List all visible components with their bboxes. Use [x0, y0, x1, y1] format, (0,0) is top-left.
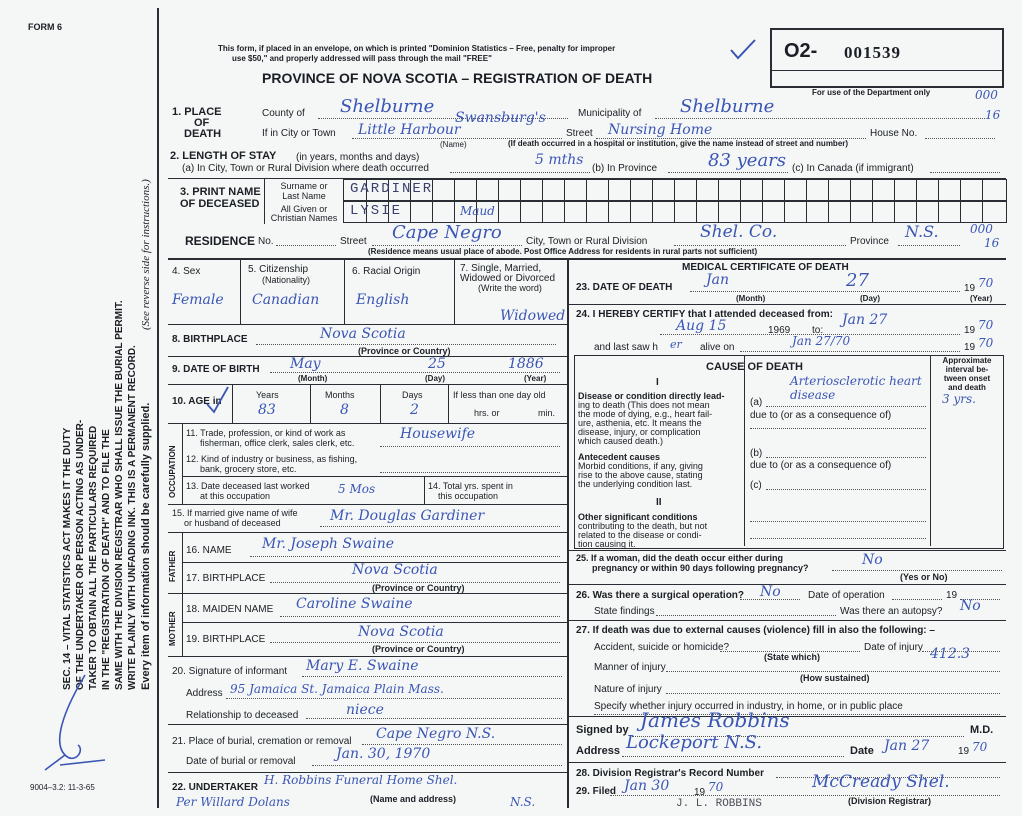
grid-cell-divider — [608, 180, 609, 200]
signed-by-label: Signed by — [576, 724, 629, 736]
interval-heading-2: interval be- — [945, 365, 989, 374]
city-value: Little Harbour — [358, 122, 461, 138]
undertaker-label: 22. UNDERTAKER — [172, 782, 258, 793]
pregnancy-label-1: 25. If a woman, did the death occur either during — [576, 553, 784, 563]
grid-cell-divider — [982, 180, 983, 200]
grid-cell-divider — [762, 180, 763, 200]
sign-date-year: 70 — [972, 740, 988, 754]
envelope-note-2: use $50," and properly addressed will pass through the mail "FREE" — [232, 54, 492, 63]
mother-maiden-label: 18. MAIDEN NAME — [186, 604, 274, 615]
residence-note: (Residence means usual place of abode. Post Office Address for residents in rural parts not sufficient) — [368, 247, 758, 256]
reverse-note: (See reverse side for instructions.) — [140, 179, 152, 330]
informant-label: 20. Signature of informant — [172, 666, 288, 677]
stay-b-value: 83 years — [708, 150, 787, 171]
medical-heading: MEDICAL CERTIFICATE OF DEATH — [682, 262, 849, 273]
grid-cell-divider — [586, 202, 587, 222]
grid-cell-divider — [454, 202, 455, 222]
birthplace-caption: (Province or Country) — [358, 346, 451, 356]
residence-street-value: Cape Negro — [392, 222, 502, 243]
age-min-label: min. — [538, 408, 556, 418]
death-date-label: 23. DATE OF DEATH — [576, 282, 673, 293]
name-label-1: 3. PRINT NAME — [180, 186, 261, 198]
residence-label: RESIDENCE — [185, 234, 256, 248]
residence-province-value: N.S. — [905, 222, 939, 241]
certify-from: Aug 15 — [676, 318, 727, 334]
grid-cell-divider — [718, 202, 719, 222]
registrar-value: McCready Shel. — [812, 772, 950, 792]
cause-a-value: Arteriosclerotic heart disease — [790, 374, 922, 402]
injury-date-label: Date of injury — [864, 642, 923, 653]
surgery-label: 26. Was there a surgical operation? — [576, 590, 745, 601]
last-seen-year: 70 — [978, 336, 994, 350]
grid-cell-divider — [850, 180, 851, 200]
surname-label-1: Surname or — [280, 181, 328, 191]
grid-cell-divider — [498, 180, 499, 200]
surname-label-2: Last Name — [282, 191, 326, 201]
last-seen-yr-prefix: 19 — [964, 342, 976, 353]
marital-label-2: Widowed or Divorced — [460, 273, 556, 284]
age-checkmark-icon — [204, 384, 232, 416]
how-cap: (How sustained) — [800, 673, 870, 683]
surname-grid — [343, 179, 1007, 201]
age-years-label: Years — [256, 390, 279, 400]
grid-cell-divider — [872, 202, 873, 222]
injury-date-value: 412.3 — [930, 646, 971, 662]
interval-heading-4: and death — [948, 383, 986, 392]
surname-value: GARDINER — [350, 181, 434, 197]
last-seen-label: and last saw h — [594, 342, 658, 353]
antecedent-2: Morbid conditions, if any, giving — [578, 461, 703, 471]
grid-cell-divider — [454, 180, 455, 200]
birthplace-label: 8. BIRTHPLACE — [172, 334, 248, 345]
city-extra-value: Swansburg's — [455, 110, 546, 126]
cause-b-label: (b) — [750, 448, 763, 459]
mother-birthplace-cap: (Province or Country) — [372, 644, 465, 654]
stay-a-value: 5 mths — [535, 152, 584, 168]
grid-cell-divider — [630, 202, 631, 222]
interval-heading-3: tween onset — [943, 374, 991, 383]
pregnancy-value: No — [862, 552, 883, 568]
autopsy-value: No — [960, 598, 981, 614]
citizenship-label-2: (Nationality) — [262, 275, 311, 285]
reg-prefix: O2- — [784, 40, 818, 62]
grid-cell-divider — [960, 180, 961, 200]
op-date-label: Date of operation — [808, 590, 885, 601]
surgery-value: No — [760, 584, 781, 600]
manner-label: Manner of injury — [594, 662, 666, 673]
burial-label-2: Date of burial or removal — [186, 756, 296, 767]
mother-maiden-value: Caroline Swaine — [296, 596, 413, 612]
grid-cell-divider — [652, 202, 653, 222]
bottom-name: J. L. ROBBINS — [676, 798, 762, 810]
father-name-label: 16. NAME — [186, 545, 232, 556]
burial-date-value: Jan. 30, 1970 — [336, 746, 431, 762]
immediate-2: ing to death (This does not mean — [578, 400, 710, 410]
handwritten-mark-icon — [30, 670, 110, 780]
undertaker-value-3: N.S. — [510, 795, 536, 809]
sec14-line-1: SEC. 14 – VITAL STATISTICS ACT MAKES IT THE DUTY — [62, 427, 73, 690]
last-seen-value: Jan 27/70 — [792, 334, 851, 348]
cause-roman-1: I — [656, 377, 659, 388]
age-years-value: 83 — [258, 402, 276, 418]
occ-11-value: Housewife — [400, 426, 476, 442]
informant-value: Mary E. Swaine — [306, 658, 419, 674]
street-value: Nursing Home — [608, 122, 713, 138]
cause-c-label: (c) — [750, 480, 762, 491]
given-label-1: All Given or — [280, 204, 328, 214]
envelope-note-1: This form, if placed in an envelope, on which is printed "Dominion Statistics – Free, penalty for improper — [218, 44, 616, 53]
county-label: County of — [262, 108, 305, 119]
grid-cell-divider — [938, 202, 939, 222]
marital-label-3: (Write the word) — [478, 283, 542, 293]
birthplace-value: Nova Scotia — [320, 326, 406, 342]
occ-11-label-2: fisherman, office clerk, sales clerk, etc. — [200, 438, 355, 448]
mother-birthplace-value: Nova Scotia — [358, 624, 444, 640]
grid-cell-divider — [894, 202, 895, 222]
occ-13-value: 5 Mos — [338, 482, 376, 496]
place-label-1: 1. PLACE — [172, 106, 222, 118]
form-title: PROVINCE OF NOVA SCOTIA – REGISTRATION OF DEATH — [262, 70, 653, 86]
residence-province-label: Province — [850, 236, 889, 247]
mother-birthplace-label: 19. BIRTHPLACE — [186, 634, 266, 645]
certify-to-yr-prefix: 19 — [964, 325, 976, 336]
grid-cell-divider — [828, 202, 829, 222]
due-to-1: due to (or as a consequence of) — [750, 410, 892, 421]
grid-cell-divider — [520, 180, 521, 200]
last-seen-mid: er — [670, 338, 682, 351]
residence-no-label: No. — [258, 236, 274, 247]
dob-day: 25 — [428, 356, 446, 372]
spouse-value: Mr. Douglas Gardiner — [330, 508, 485, 524]
other-4: tion causing it. — [578, 539, 636, 549]
sec14-line-4: IN THE "REGISTRATION OF DEATH" AND TO FILE THE — [101, 429, 112, 690]
father-birthplace-value: Nova Scotia — [352, 562, 438, 578]
given-label-2: Christian Names — [270, 213, 338, 223]
sex-label: 4. Sex — [172, 266, 201, 277]
place-label-3: DEATH — [184, 128, 222, 140]
grid-cell-divider — [410, 202, 411, 222]
grid-cell-divider — [762, 202, 763, 222]
dept-caption: For use of the Department only — [812, 88, 931, 97]
grid-cell-divider — [674, 202, 675, 222]
stay-label: 2. LENGTH OF STAY — [170, 150, 277, 162]
relationship-value: niece — [346, 702, 384, 718]
grid-cell-divider — [960, 202, 961, 222]
grid-cell-divider — [784, 202, 785, 222]
signed-by-value: James Robbins — [640, 708, 790, 732]
age-months-label: Months — [325, 390, 355, 400]
spouse-label-1: 15. If married give name of wife — [172, 508, 298, 518]
form-number: FORM 6 — [28, 22, 63, 32]
grid-cell-divider — [806, 180, 807, 200]
given-grid — [343, 201, 1007, 223]
given-extra-value: Maud — [460, 204, 495, 218]
antecedent-3: rise to the above cause, stating — [578, 470, 703, 480]
sec14-line-3: TAKER TO OBTAIN ALL THE PARTICULARS REQUIRED — [88, 425, 99, 690]
findings-label: State findings — [594, 606, 655, 617]
grid-cell-divider — [938, 180, 939, 200]
death-month-cap: (Month) — [736, 294, 766, 303]
state-which-cap: (State which) — [764, 652, 821, 662]
doctor-address-value: Lockeport N.S. — [626, 732, 763, 753]
grid-cell-divider — [674, 180, 675, 200]
sign-date-label: Date — [850, 745, 874, 757]
accident-label: Accident, suicide or homicide? — [594, 642, 730, 653]
grid-cell-divider — [498, 202, 499, 222]
name-label-2: OF DECEASED — [180, 198, 260, 210]
death-date-month: Jan — [706, 272, 729, 288]
age-hrs-label: hrs. or — [474, 408, 500, 418]
informant-address-label: Address — [186, 688, 223, 699]
certify-label: 24. I HEREBY CERTIFY that I attended deceased from: — [576, 309, 833, 320]
death-year-cap: (Year) — [970, 294, 993, 303]
grid-cell-divider — [740, 180, 741, 200]
form-code: 9004–3.2: 11-3-65 — [30, 783, 95, 792]
occ-14-label-2: this occupation — [438, 491, 499, 501]
nature-label: Nature of injury — [594, 684, 662, 695]
other-1: Other significant conditions — [578, 512, 698, 522]
age-lt-label: If less than one day old — [453, 390, 546, 400]
occ-13-label-2: at this occupation — [200, 491, 271, 501]
registration-number-box — [770, 28, 1004, 88]
grid-cell-divider — [564, 202, 565, 222]
occ-12-label-1: 12. Kind of industry or business, as fishing, — [186, 454, 358, 464]
sec14-line-5: SAME WITH THE DIVISION REGISTRAR WHO SHALL ISSUE THE BURIAL PERMIT. — [114, 300, 125, 690]
dob-label: 9. DATE OF BIRTH — [172, 364, 260, 375]
occ-11-label-1: 11. Trade, profession, or kind of work as — [186, 428, 346, 438]
given-value: LYSIE — [350, 203, 403, 219]
stay-a-label: (a) In City, Town or Rural Division where death occurred — [182, 163, 429, 174]
grid-cell-divider — [916, 180, 917, 200]
spouse-label-2: or husband of deceased — [184, 518, 281, 528]
dob-day-cap: (Day) — [425, 374, 446, 383]
immediate-5: disease, injury, or complication — [578, 427, 701, 437]
registrar-cap: (Division Registrar) — [848, 796, 932, 806]
filed-year: 70 — [708, 780, 724, 794]
street-label: Street — [566, 128, 593, 139]
filed-yr-prefix: 19 — [694, 787, 706, 798]
age-label: 10. AGE in — [172, 396, 222, 407]
doctor-address-label: Address — [576, 745, 621, 757]
mother-side-label: MOTHER — [168, 611, 177, 646]
grid-cell-divider — [784, 180, 785, 200]
op-date-yr: 19 — [946, 590, 958, 601]
death-date-day: 27 — [846, 270, 869, 291]
grid-cell-divider — [740, 202, 741, 222]
occ-14-label-1: 14. Total yrs. spent in — [428, 481, 513, 491]
father-birthplace-label: 17. BIRTHPLACE — [186, 573, 266, 584]
immediate-4: ure, asthenia, etc. It means the — [578, 418, 702, 428]
hospital-note: (If death occurred in a hospital or institution, give the name instead of street and number) — [508, 139, 849, 148]
citizenship-value: Canadian — [252, 292, 320, 308]
municipality-value: Shelburne — [680, 96, 775, 117]
citizenship-label-1: 5. Citizenship — [248, 264, 309, 275]
death-date-yr-prefix: 19 — [964, 283, 976, 294]
checkmark-icon — [728, 38, 758, 62]
father-side-label: FATHER — [168, 550, 177, 582]
where-label: Specify whether injury occurred in industry, in home, or in public place — [594, 701, 903, 712]
grid-cell-divider — [828, 180, 829, 200]
record-number-label: 28. Division Registrar's Record Number — [576, 768, 764, 779]
stay-sub: (in years, months and days) — [296, 152, 420, 163]
place-label-2: OF — [194, 117, 210, 129]
grid-cell-divider — [586, 180, 587, 200]
antecedent-1: Antecedent causes — [578, 452, 661, 462]
residence-city-label: City, Town or Rural Division — [526, 236, 648, 247]
grid-cell-divider — [652, 180, 653, 200]
occupation-side-label: OCCUPATION — [168, 445, 177, 498]
racial-value: English — [356, 292, 410, 308]
grid-cell-divider — [982, 202, 983, 222]
grid-cell-divider — [718, 180, 719, 200]
grid-cell-divider — [696, 180, 697, 200]
stay-c-label: (c) In Canada (if immigrant) — [792, 163, 914, 174]
due-to-2: due to (or as a consequence of) — [750, 460, 892, 471]
grid-cell-divider — [630, 180, 631, 200]
burial-label-1: 21. Place of burial, cremation or removal — [172, 736, 352, 747]
external-label: 27. If death was due to external causes (violence) fill in also the following: – — [576, 625, 935, 636]
grid-cell-divider — [476, 180, 477, 200]
grid-cell-divider — [894, 180, 895, 200]
immediate-1: Disease or condition directly lead- — [578, 391, 725, 401]
cause-a-label: (a) — [750, 397, 763, 408]
grid-cell-divider — [520, 202, 521, 222]
municipality-label: Municipality of — [578, 108, 642, 119]
certify-to: Jan 27 — [842, 312, 888, 328]
pregnancy-label-2: pregnancy or within 90 days following pregnancy? — [592, 563, 809, 573]
sign-date-yr-prefix: 19 — [958, 746, 970, 757]
marital-value: Widowed — [500, 308, 566, 324]
filed-label: 29. Filed — [576, 786, 617, 797]
md-label: M.D. — [970, 724, 994, 736]
father-birthplace-cap: (Province or Country) — [372, 583, 465, 593]
age-days-value: 2 — [410, 402, 419, 418]
marital-label-1: 7. Single, Married, — [460, 263, 542, 274]
residence-city-value: Shel. Co. — [700, 222, 778, 242]
autopsy-label: Was there an autopsy? — [840, 606, 943, 617]
sec14-line-6: WRITE PLAINLY WITH UNFADING INK. THIS IS A PERMANENT RECORD. — [127, 345, 138, 690]
antecedent-4: the underlying condition last. — [578, 479, 693, 489]
house-label: House No. — [870, 128, 918, 139]
burial-place-value: Cape Negro N.S. — [376, 726, 496, 742]
every-item-note: Every item of information should be carefully supplied. — [140, 402, 152, 690]
dob-year: 1886 — [508, 356, 544, 372]
grid-cell-divider — [872, 180, 873, 200]
sex-value: Female — [172, 292, 224, 308]
grid-cell-divider — [542, 180, 543, 200]
grid-cell-divider — [850, 202, 851, 222]
city-label: If in City or Town — [262, 128, 336, 139]
interval-heading-1: Approximate — [942, 356, 992, 365]
father-name-value: Mr. Joseph Swaine — [262, 536, 395, 552]
grid-cell-divider — [696, 202, 697, 222]
certify-to-label: to: — [812, 325, 824, 336]
immediate-6: which caused death.) — [578, 436, 664, 446]
sec14-line-2: OF THE UNDERTAKER OR PERSON ACTING AS UNDER- — [75, 419, 86, 690]
certify-from-year: 1969 — [768, 325, 791, 336]
county-value: Shelburne — [340, 96, 435, 117]
other-3: related to the disease or condi- — [578, 530, 702, 540]
undertaker-value: H. Robbins Funeral Home Shel. — [264, 773, 458, 787]
grid-cell-divider — [542, 202, 543, 222]
sign-date-value: Jan 27 — [884, 738, 930, 754]
cause-roman-2: II — [656, 497, 662, 508]
informant-address-value: 95 Jamaica St. Jamaica Plain Mass. — [230, 682, 444, 696]
yes-no-cap: (Yes or No) — [900, 572, 948, 582]
grid-cell-divider — [916, 202, 917, 222]
age-days-label: Days — [402, 390, 423, 400]
residence-street-label: Street — [340, 236, 367, 247]
certify-to-year: 70 — [978, 318, 994, 332]
grid-cell-divider — [564, 180, 565, 200]
occ-12-label-2: bank, grocery store, etc. — [200, 464, 297, 474]
filed-value: Jan 30 — [624, 778, 670, 794]
age-months-value: 8 — [340, 402, 349, 418]
grid-cell-divider — [806, 202, 807, 222]
undertaker-value-2: Per Willard Dolans — [176, 795, 290, 809]
grid-cell-divider — [608, 202, 609, 222]
grid-cell-divider — [432, 202, 433, 222]
racial-label: 6. Racial Origin — [352, 266, 421, 277]
residence-code-1: 000 — [970, 222, 993, 236]
undertaker-caption: (Name and address) — [370, 794, 457, 804]
relationship-label: Relationship to deceased — [186, 710, 299, 721]
death-date-year: 70 — [978, 276, 994, 290]
reg-number: 001539 — [844, 43, 901, 62]
name-caption: (Name) — [440, 140, 467, 149]
dob-month: May — [290, 356, 321, 372]
stay-b-label: (b) In Province — [592, 163, 658, 174]
dob-month-cap: (Month) — [298, 374, 328, 383]
cause-a-interval: 3 yrs. — [942, 392, 976, 406]
dept-code-1: 000 — [975, 88, 998, 102]
death-day-cap: (Day) — [860, 294, 881, 303]
residence-code-2: 16 — [984, 236, 1000, 250]
immediate-3: the mode of dying, e.g., heart fail- — [578, 409, 713, 419]
other-2: contributing to the death, but not — [578, 521, 708, 531]
dept-code-2: 16 — [985, 108, 1001, 122]
occ-13-label-1: 13. Date deceased last worked — [186, 481, 310, 491]
alive-on-label: alive on — [700, 342, 735, 353]
cause-heading: CAUSE OF DEATH — [706, 361, 803, 373]
dob-year-cap: (Year) — [524, 374, 547, 383]
